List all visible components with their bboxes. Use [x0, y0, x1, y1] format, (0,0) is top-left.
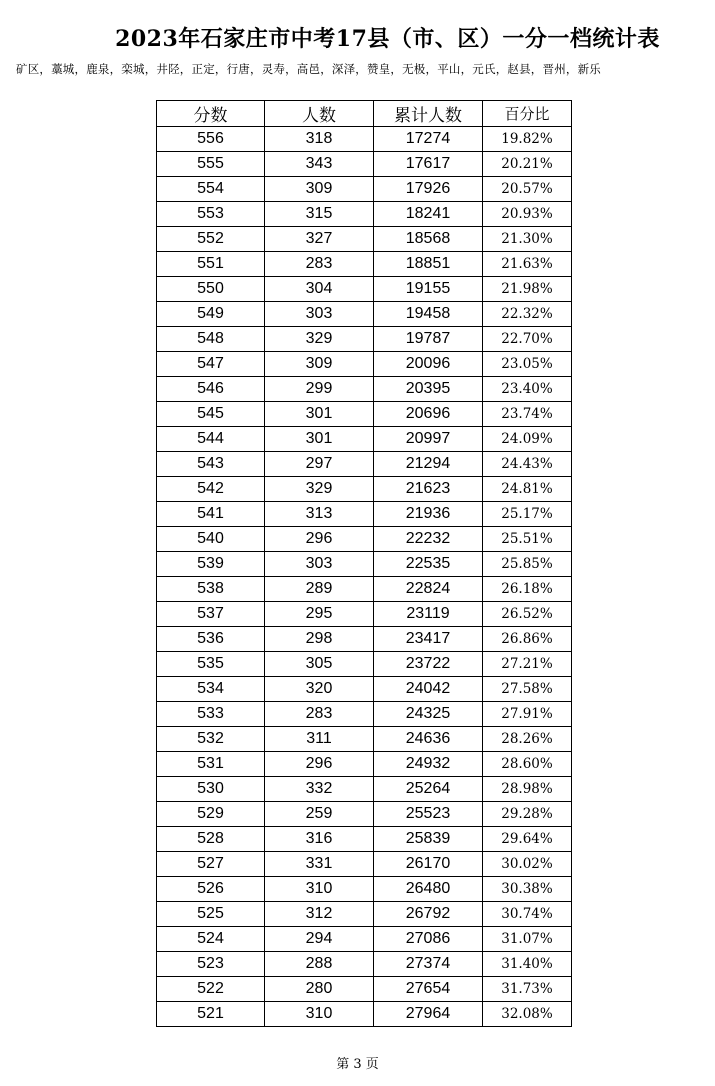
- cumulative-cell: 20997: [374, 427, 483, 452]
- cumulative-cell: 25523: [374, 802, 483, 827]
- percent-cell: 26.86%: [483, 627, 572, 652]
- table-row: [157, 477, 572, 502]
- count-cell: 303: [265, 302, 374, 327]
- table-row: [157, 377, 572, 402]
- cumulative-cell: 19155: [374, 277, 483, 302]
- cumulative-cell: 17274: [374, 127, 483, 152]
- percent-cell: 25.85%: [483, 552, 572, 577]
- cumulative-cell: 19787: [374, 327, 483, 352]
- score-cell: 551: [157, 252, 265, 277]
- percent-cell: 24.09%: [483, 427, 572, 452]
- percent-cell: 28.98%: [483, 777, 572, 802]
- table-row: [157, 877, 572, 902]
- count-cell: 259: [265, 802, 374, 827]
- column-header-cumulative: 累计人数: [374, 101, 483, 127]
- table-row: [157, 527, 572, 552]
- count-cell: 315: [265, 202, 374, 227]
- cumulative-cell: 22535: [374, 552, 483, 577]
- score-cell: 539: [157, 552, 265, 577]
- count-cell: 310: [265, 1002, 374, 1027]
- score-cell: 548: [157, 327, 265, 352]
- page-number: 第 3 页: [336, 1057, 379, 1072]
- table-row: [157, 627, 572, 652]
- table-row: [157, 452, 572, 477]
- score-cell: 549: [157, 302, 265, 327]
- table-row: [157, 602, 572, 627]
- table-row: [157, 827, 572, 852]
- percent-cell: 26.52%: [483, 602, 572, 627]
- table-row: [157, 352, 572, 377]
- cumulative-cell: 23722: [374, 652, 483, 677]
- count-cell: 303: [265, 552, 374, 577]
- count-cell: 318: [265, 127, 374, 152]
- percent-cell: 27.21%: [483, 652, 572, 677]
- page-title: 2023年石家庄市中考17县（市、区）一分一档统计表: [115, 26, 660, 52]
- score-cell: 540: [157, 527, 265, 552]
- count-cell: 296: [265, 527, 374, 552]
- percent-cell: 24.43%: [483, 452, 572, 477]
- cumulative-cell: 20096: [374, 352, 483, 377]
- score-cell: 550: [157, 277, 265, 302]
- column-header-percent: 百分比: [483, 101, 572, 127]
- cumulative-cell: 24932: [374, 752, 483, 777]
- cumulative-cell: 20395: [374, 377, 483, 402]
- cumulative-cell: 18241: [374, 202, 483, 227]
- table-row: [157, 752, 572, 777]
- count-cell: 312: [265, 902, 374, 927]
- table-row: [157, 127, 572, 152]
- cumulative-cell: 25264: [374, 777, 483, 802]
- score-cell: 544: [157, 427, 265, 452]
- cumulative-cell: 18851: [374, 252, 483, 277]
- count-cell: 309: [265, 177, 374, 202]
- score-cell: 538: [157, 577, 265, 602]
- percent-cell: 25.51%: [483, 527, 572, 552]
- count-cell: 294: [265, 927, 374, 952]
- count-cell: 320: [265, 677, 374, 702]
- percent-cell: 24.81%: [483, 477, 572, 502]
- percent-cell: 29.28%: [483, 802, 572, 827]
- cumulative-cell: 24325: [374, 702, 483, 727]
- count-cell: 309: [265, 352, 374, 377]
- table-row: [157, 427, 572, 452]
- cumulative-cell: 24042: [374, 677, 483, 702]
- count-cell: 298: [265, 627, 374, 652]
- cumulative-cell: 26480: [374, 877, 483, 902]
- percent-cell: 22.70%: [483, 327, 572, 352]
- cumulative-cell: 26792: [374, 902, 483, 927]
- count-cell: 305: [265, 652, 374, 677]
- cumulative-cell: 24636: [374, 727, 483, 752]
- score-cell: 524: [157, 927, 265, 952]
- score-cell: 521: [157, 1002, 265, 1027]
- count-cell: 289: [265, 577, 374, 602]
- cumulative-cell: 23119: [374, 602, 483, 627]
- district-list: 矿区，藁城，鹿泉，栾城，井陉，正定，行唐，灵寿，高邑，深泽，赞皇，无极，平山，元氏，赵县，晋州，新乐: [16, 62, 601, 76]
- percent-cell: 31.07%: [483, 927, 572, 952]
- percent-cell: 21.63%: [483, 252, 572, 277]
- percent-cell: 26.18%: [483, 577, 572, 602]
- table-row: [157, 777, 572, 802]
- table-row: [157, 1002, 572, 1027]
- count-cell: 295: [265, 602, 374, 627]
- table-row: [157, 652, 572, 677]
- score-cell: 534: [157, 677, 265, 702]
- score-table: [156, 100, 572, 1027]
- score-cell: 552: [157, 227, 265, 252]
- count-cell: 313: [265, 502, 374, 527]
- count-cell: 280: [265, 977, 374, 1002]
- count-cell: 332: [265, 777, 374, 802]
- cumulative-cell: 20696: [374, 402, 483, 427]
- cumulative-cell: 27374: [374, 952, 483, 977]
- percent-cell: 20.57%: [483, 177, 572, 202]
- percent-cell: 23.05%: [483, 352, 572, 377]
- table-body: [157, 127, 572, 1027]
- table-row: [157, 277, 572, 302]
- percent-cell: 23.74%: [483, 402, 572, 427]
- percent-cell: 32.08%: [483, 1002, 572, 1027]
- score-cell: 541: [157, 502, 265, 527]
- score-cell: 555: [157, 152, 265, 177]
- cumulative-cell: 18568: [374, 227, 483, 252]
- score-cell: 542: [157, 477, 265, 502]
- score-cell: 526: [157, 877, 265, 902]
- table-row: [157, 727, 572, 752]
- count-cell: 304: [265, 277, 374, 302]
- count-cell: 311: [265, 727, 374, 752]
- score-cell: 532: [157, 727, 265, 752]
- table-row: [157, 852, 572, 877]
- percent-cell: 21.30%: [483, 227, 572, 252]
- table-row: [157, 927, 572, 952]
- percent-cell: 29.64%: [483, 827, 572, 852]
- count-cell: 329: [265, 477, 374, 502]
- percent-cell: 31.73%: [483, 977, 572, 1002]
- percent-cell: 20.93%: [483, 202, 572, 227]
- cumulative-cell: 22232: [374, 527, 483, 552]
- score-cell: 527: [157, 852, 265, 877]
- table-row: [157, 227, 572, 252]
- count-cell: 329: [265, 327, 374, 352]
- score-cell: 546: [157, 377, 265, 402]
- percent-cell: 30.74%: [483, 902, 572, 927]
- cumulative-cell: 26170: [374, 852, 483, 877]
- table-row: [157, 502, 572, 527]
- table-row: [157, 327, 572, 352]
- count-cell: 331: [265, 852, 374, 877]
- score-cell: 537: [157, 602, 265, 627]
- percent-cell: 28.26%: [483, 727, 572, 752]
- cumulative-cell: 19458: [374, 302, 483, 327]
- percent-cell: 31.40%: [483, 952, 572, 977]
- table-row: [157, 402, 572, 427]
- percent-cell: 19.82%: [483, 127, 572, 152]
- count-cell: 316: [265, 827, 374, 852]
- score-cell: 530: [157, 777, 265, 802]
- cumulative-cell: 21936: [374, 502, 483, 527]
- score-cell: 535: [157, 652, 265, 677]
- score-cell: 547: [157, 352, 265, 377]
- table-row: [157, 302, 572, 327]
- table-row: [157, 552, 572, 577]
- cumulative-cell: 22824: [374, 577, 483, 602]
- table-row: [157, 902, 572, 927]
- count-cell: 301: [265, 427, 374, 452]
- score-cell: 531: [157, 752, 265, 777]
- cumulative-cell: 27964: [374, 1002, 483, 1027]
- score-cell: 536: [157, 627, 265, 652]
- table-row: [157, 677, 572, 702]
- table-row: [157, 177, 572, 202]
- percent-cell: 23.40%: [483, 377, 572, 402]
- score-cell: 553: [157, 202, 265, 227]
- count-cell: 299: [265, 377, 374, 402]
- column-header-score: 分数: [157, 101, 265, 127]
- cumulative-cell: 21623: [374, 477, 483, 502]
- score-cell: 528: [157, 827, 265, 852]
- table-row: [157, 802, 572, 827]
- percent-cell: 30.38%: [483, 877, 572, 902]
- percent-cell: 20.21%: [483, 152, 572, 177]
- table-row: [157, 577, 572, 602]
- cumulative-cell: 27654: [374, 977, 483, 1002]
- table-header-row: [157, 101, 572, 127]
- table-row: [157, 252, 572, 277]
- percent-cell: 27.58%: [483, 677, 572, 702]
- score-cell: 522: [157, 977, 265, 1002]
- count-cell: 327: [265, 227, 374, 252]
- percent-cell: 25.17%: [483, 502, 572, 527]
- cumulative-cell: 21294: [374, 452, 483, 477]
- count-cell: 310: [265, 877, 374, 902]
- table-row: [157, 152, 572, 177]
- table-row: [157, 202, 572, 227]
- percent-cell: 21.98%: [483, 277, 572, 302]
- percent-cell: 30.02%: [483, 852, 572, 877]
- count-cell: 288: [265, 952, 374, 977]
- count-cell: 343: [265, 152, 374, 177]
- count-cell: 301: [265, 402, 374, 427]
- count-cell: 283: [265, 702, 374, 727]
- count-cell: 296: [265, 752, 374, 777]
- table-row: [157, 977, 572, 1002]
- cumulative-cell: 23417: [374, 627, 483, 652]
- score-cell: 529: [157, 802, 265, 827]
- table-row: [157, 702, 572, 727]
- table-row: [157, 952, 572, 977]
- score-cell: 556: [157, 127, 265, 152]
- column-header-count: 人数: [265, 101, 374, 127]
- percent-cell: 22.32%: [483, 302, 572, 327]
- cumulative-cell: 17617: [374, 152, 483, 177]
- count-cell: 297: [265, 452, 374, 477]
- count-cell: 283: [265, 252, 374, 277]
- cumulative-cell: 25839: [374, 827, 483, 852]
- cumulative-cell: 17926: [374, 177, 483, 202]
- score-cell: 523: [157, 952, 265, 977]
- percent-cell: 28.60%: [483, 752, 572, 777]
- score-cell: 554: [157, 177, 265, 202]
- score-cell: 545: [157, 402, 265, 427]
- cumulative-cell: 27086: [374, 927, 483, 952]
- score-cell: 525: [157, 902, 265, 927]
- percent-cell: 27.91%: [483, 702, 572, 727]
- score-cell: 533: [157, 702, 265, 727]
- score-cell: 543: [157, 452, 265, 477]
